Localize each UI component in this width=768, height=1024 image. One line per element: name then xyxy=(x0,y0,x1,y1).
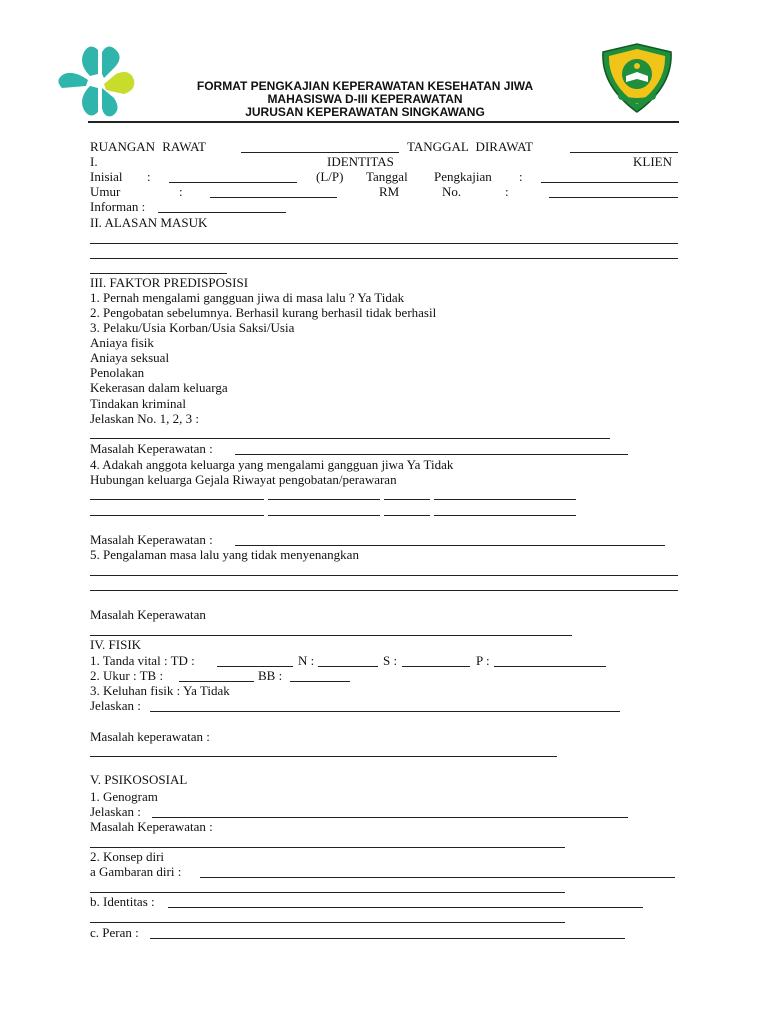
s-field[interactable] xyxy=(402,666,470,667)
predisposisi-q5: 5. Pengalaman masa lalu yang tidak menyenangkan xyxy=(90,547,359,562)
table-cell-line[interactable] xyxy=(384,499,430,500)
psikososial-title: V. PSIKOSOSIAL xyxy=(90,772,188,787)
ukur-label: 2. Ukur : TB : xyxy=(90,668,164,683)
genogram-label: 1. Genogram xyxy=(90,789,158,804)
peran-field[interactable] xyxy=(150,938,625,939)
predisposisi-q2: 2. Pengobatan sebelumnya. Berhasil kurang berhasil tidak berhasil xyxy=(90,305,437,320)
inisial-label: Inisial xyxy=(90,169,123,184)
pengalaman-line[interactable] xyxy=(90,590,678,591)
gambaran-diri-label: a Gambaran diri : xyxy=(90,864,182,879)
tanggal-label: Tanggal xyxy=(366,169,408,184)
umur-field[interactable] xyxy=(210,197,337,198)
tb-field[interactable] xyxy=(179,681,254,682)
umur-label: Umur xyxy=(90,184,121,199)
p-label: P : xyxy=(476,653,490,668)
colon: : xyxy=(505,184,509,199)
header-rule xyxy=(88,121,679,123)
table-cell-line[interactable] xyxy=(268,515,380,516)
masalah-keperawatan-field[interactable] xyxy=(90,756,557,757)
masalah-keperawatan-label: Masalah Keperawatan : xyxy=(90,819,213,834)
identitas-diri-label: b. Identitas : xyxy=(90,894,155,909)
table-cell-line[interactable] xyxy=(90,499,264,500)
identitas-diri-field[interactable] xyxy=(168,907,643,908)
masalah-keperawatan-label: Masalah keperawatan : xyxy=(90,729,210,744)
inisial-field[interactable] xyxy=(169,182,297,183)
p-field[interactable] xyxy=(494,666,606,667)
jelaskan-label: Jelaskan No. 1, 2, 3 : xyxy=(90,411,200,426)
predisposisi-item: Penolakan xyxy=(90,365,145,380)
predisposisi-q1: 1. Pernah mengalami gangguan jiwa di masa lalu ? Ya Tidak xyxy=(90,290,405,305)
predisposisi-item: Kekerasan dalam keluarga xyxy=(90,380,228,395)
predisposisi-item: Aniaya seksual xyxy=(90,350,170,365)
predisposisi-item: Aniaya fisik xyxy=(90,335,154,350)
jelaskan-field[interactable] xyxy=(150,711,620,712)
gambaran-diri-line[interactable] xyxy=(90,892,565,893)
bb-field[interactable] xyxy=(290,681,350,682)
identitas-label: IDENTITAS xyxy=(327,154,394,169)
jelaskan-label: Jelaskan : xyxy=(90,698,141,713)
jelaskan-field[interactable] xyxy=(152,817,628,818)
lp-label: (L/P) xyxy=(316,169,344,184)
institution-seal-icon xyxy=(597,42,677,114)
n-label: N : xyxy=(298,653,315,668)
table-cell-line[interactable] xyxy=(434,515,576,516)
ruangan-label: RUANGAN RAWAT xyxy=(90,139,206,154)
s-label: S : xyxy=(383,653,398,668)
masalah-keperawatan-field[interactable] xyxy=(235,454,628,455)
peran-label: c. Peran : xyxy=(90,925,139,940)
alasan-masuk-line[interactable] xyxy=(90,273,227,274)
masalah-keperawatan-label: Masalah Keperawatan xyxy=(90,607,206,622)
predisposisi-q4-columns: Hubungan keluarga Gejala Riwayat pengobatan/perawaran xyxy=(90,472,397,487)
masalah-keperawatan-field[interactable] xyxy=(90,847,565,848)
fisik-title: IV. FISIK xyxy=(90,637,142,652)
header-title-line1: FORMAT PENGKAJIAN KEPERAWATAN KESEHATAN JIWA xyxy=(196,79,534,93)
pengalaman-line[interactable] xyxy=(90,575,678,576)
predisposisi-q3: 3. Pelaku/Usia Korban/Usia Saksi/Usia xyxy=(90,320,295,335)
bb-label: BB : xyxy=(258,668,283,683)
td-field[interactable] xyxy=(217,666,293,667)
jelaskan-label: Jelaskan : xyxy=(90,804,141,819)
header-title-line2: MAHASISWA D-III KEPERAWATAN xyxy=(267,92,463,106)
alasan-masuk-title: II. ALASAN MASUK xyxy=(90,215,208,230)
colon: : xyxy=(179,184,183,199)
tanggal-dirawat-label: TANGGAL DIRAWAT xyxy=(407,139,534,154)
identitas-diri-line[interactable] xyxy=(90,922,565,923)
tanggal-dirawat-field[interactable] xyxy=(570,152,678,153)
table-cell-line[interactable] xyxy=(90,515,264,516)
predisposisi-q4: 4. Adakah anggota keluarga yang mengalami gangguan jiwa Ya Tidak xyxy=(90,457,454,472)
table-cell-line[interactable] xyxy=(268,499,380,500)
jelaskan-line[interactable] xyxy=(90,438,610,439)
masalah-keperawatan-field[interactable] xyxy=(90,635,572,636)
kemenkes-logo-icon xyxy=(50,40,142,122)
masalah-keperawatan-field[interactable] xyxy=(235,545,665,546)
header-title-line3: JURUSAN KEPERAWATAN SINGKAWANG xyxy=(245,105,485,119)
informan-field[interactable] xyxy=(158,212,286,213)
table-cell-line[interactable] xyxy=(434,499,576,500)
predisposisi-item: Tindakan kriminal xyxy=(90,396,186,411)
konsep-diri-label: 2. Konsep diri xyxy=(90,849,165,864)
table-cell-line[interactable] xyxy=(384,515,430,516)
gambaran-diri-field[interactable] xyxy=(200,877,675,878)
section-number-1: I. xyxy=(90,154,98,169)
masalah-keperawatan-label: Masalah Keperawatan : xyxy=(90,441,213,456)
klien-label: KLIEN xyxy=(633,154,672,169)
colon: : xyxy=(519,169,523,184)
alasan-masuk-line[interactable] xyxy=(90,243,678,244)
n-field[interactable] xyxy=(318,666,378,667)
ruangan-field[interactable] xyxy=(241,152,399,153)
informan-label: Informan : xyxy=(90,199,146,214)
tanggal-pengkajian-field[interactable] xyxy=(541,182,678,183)
rm-no-field[interactable] xyxy=(549,197,678,198)
colon: : xyxy=(147,169,151,184)
tanda-vital-label: 1. Tanda vital : TD : xyxy=(90,653,195,668)
masalah-keperawatan-label: Masalah Keperawatan : xyxy=(90,532,213,547)
keluhan-fisik-label: 3. Keluhan fisik : Ya Tidak xyxy=(90,683,230,698)
no-label: No. xyxy=(442,184,462,199)
rm-label: RM xyxy=(379,184,400,199)
predisposisi-title: III. FAKTOR PREDISPOSISI xyxy=(90,275,249,290)
pengkajian-label: Pengkajian xyxy=(434,169,492,184)
alasan-masuk-line[interactable] xyxy=(90,258,678,259)
